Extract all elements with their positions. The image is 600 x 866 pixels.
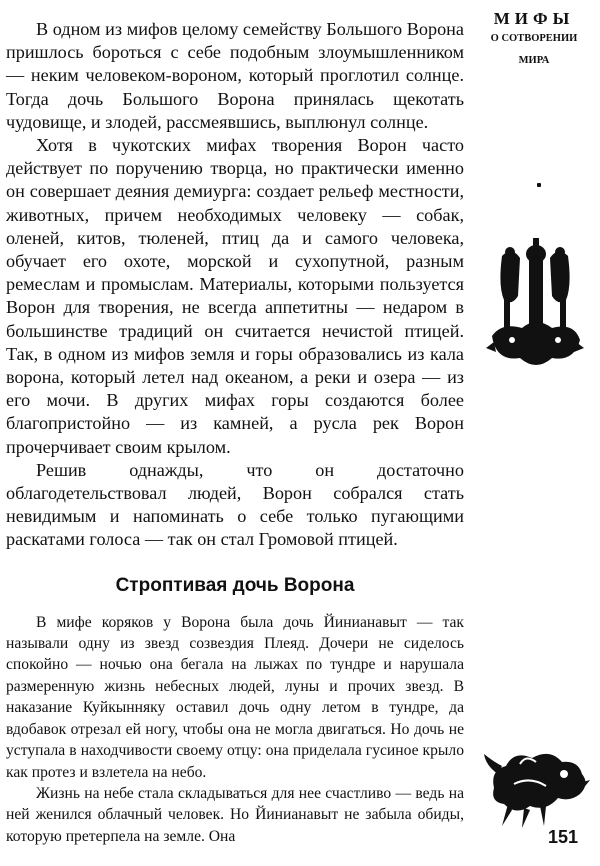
paragraph-1: В одном из мифов целому семейству Большого Ворона пришлось бороться с себе подобным злоумышленником — неким человеком-вороном, который проглотил солнце. Тогда дочь Большого Ворона принялась щекотать чудовище, и злодей, рассмеявшись, выплюнул солнце. — [6, 19, 464, 132]
paragraph-2: Хотя в чукотских мифах творения Ворон часто действует по поручению творца, но практически именно он совершает деяния демиурга: создает рельеф местности, животных, причем необходимых человеку — собак, оленей, китов, тюленей, птиц да и самого человека, обучает его охоте, морской и сухопутной, разным ремеслам и промыслам. Материалы, которыми пользуется Ворон для творения, не всегда аппетитны — недаром в большинстве традиций он считается нечистой птицей. Так, в одном из мифов земля и горы образовались из кала ворона, который летел над океаном, а реки и озера — из его мочи. В других мифах горы создаются более благопристойно — из камней, а русла рек Ворон прочерчивает своим крылом. — [6, 135, 464, 457]
running-head-subtitle: О СОТВОРЕНИИ — [490, 33, 578, 44]
page-number: 151 — [547, 827, 578, 847]
section-paragraph-2: Жизнь на небе стала складываться для нее счастливо — ведь на ней женился облачный человек. Но Йинианавыт не забыла обиды, которую претерпела на земле. Она — [6, 784, 464, 845]
dragon-ornament-icon — [480, 740, 592, 830]
decorative-dot — [537, 183, 541, 187]
running-head-title: МИФЫ — [493, 9, 575, 28]
running-head-subtitle-2: МИРА — [518, 55, 550, 66]
paragraph-3: Решив однажды, что он достаточно облагодетельствовал людей, Ворон собрался стать невидимым и напоминать о себе только пугающими раскатами голоса — так он стал Громовой птицей. — [6, 459, 464, 550]
running-head — [480, 8, 588, 68]
section-paragraph-1: В мифе коряков у Ворона была дочь Йинианавыт — так называли одну из звезд созвездия Плеяд. Дочери не сиделось спокойно — ночью она бегала на лыжах по тундре и нарушала размеренную жизнь небесных людей, луны и прочих звезд. В наказание Куйкынняку оставил дочь одну летом в тундре, да вдобавок отрезал ей ногу, чтобы она не могла двигаться. Но дочь не уступала в находчивости своему отцу: она приделала гусиное крыло как протез и взлетела на небо. — [6, 613, 464, 781]
section-heading: Строптивая дочь Ворона — [115, 574, 355, 596]
totem-ornament-icon — [482, 236, 588, 376]
main-text-column — [6, 18, 464, 847]
